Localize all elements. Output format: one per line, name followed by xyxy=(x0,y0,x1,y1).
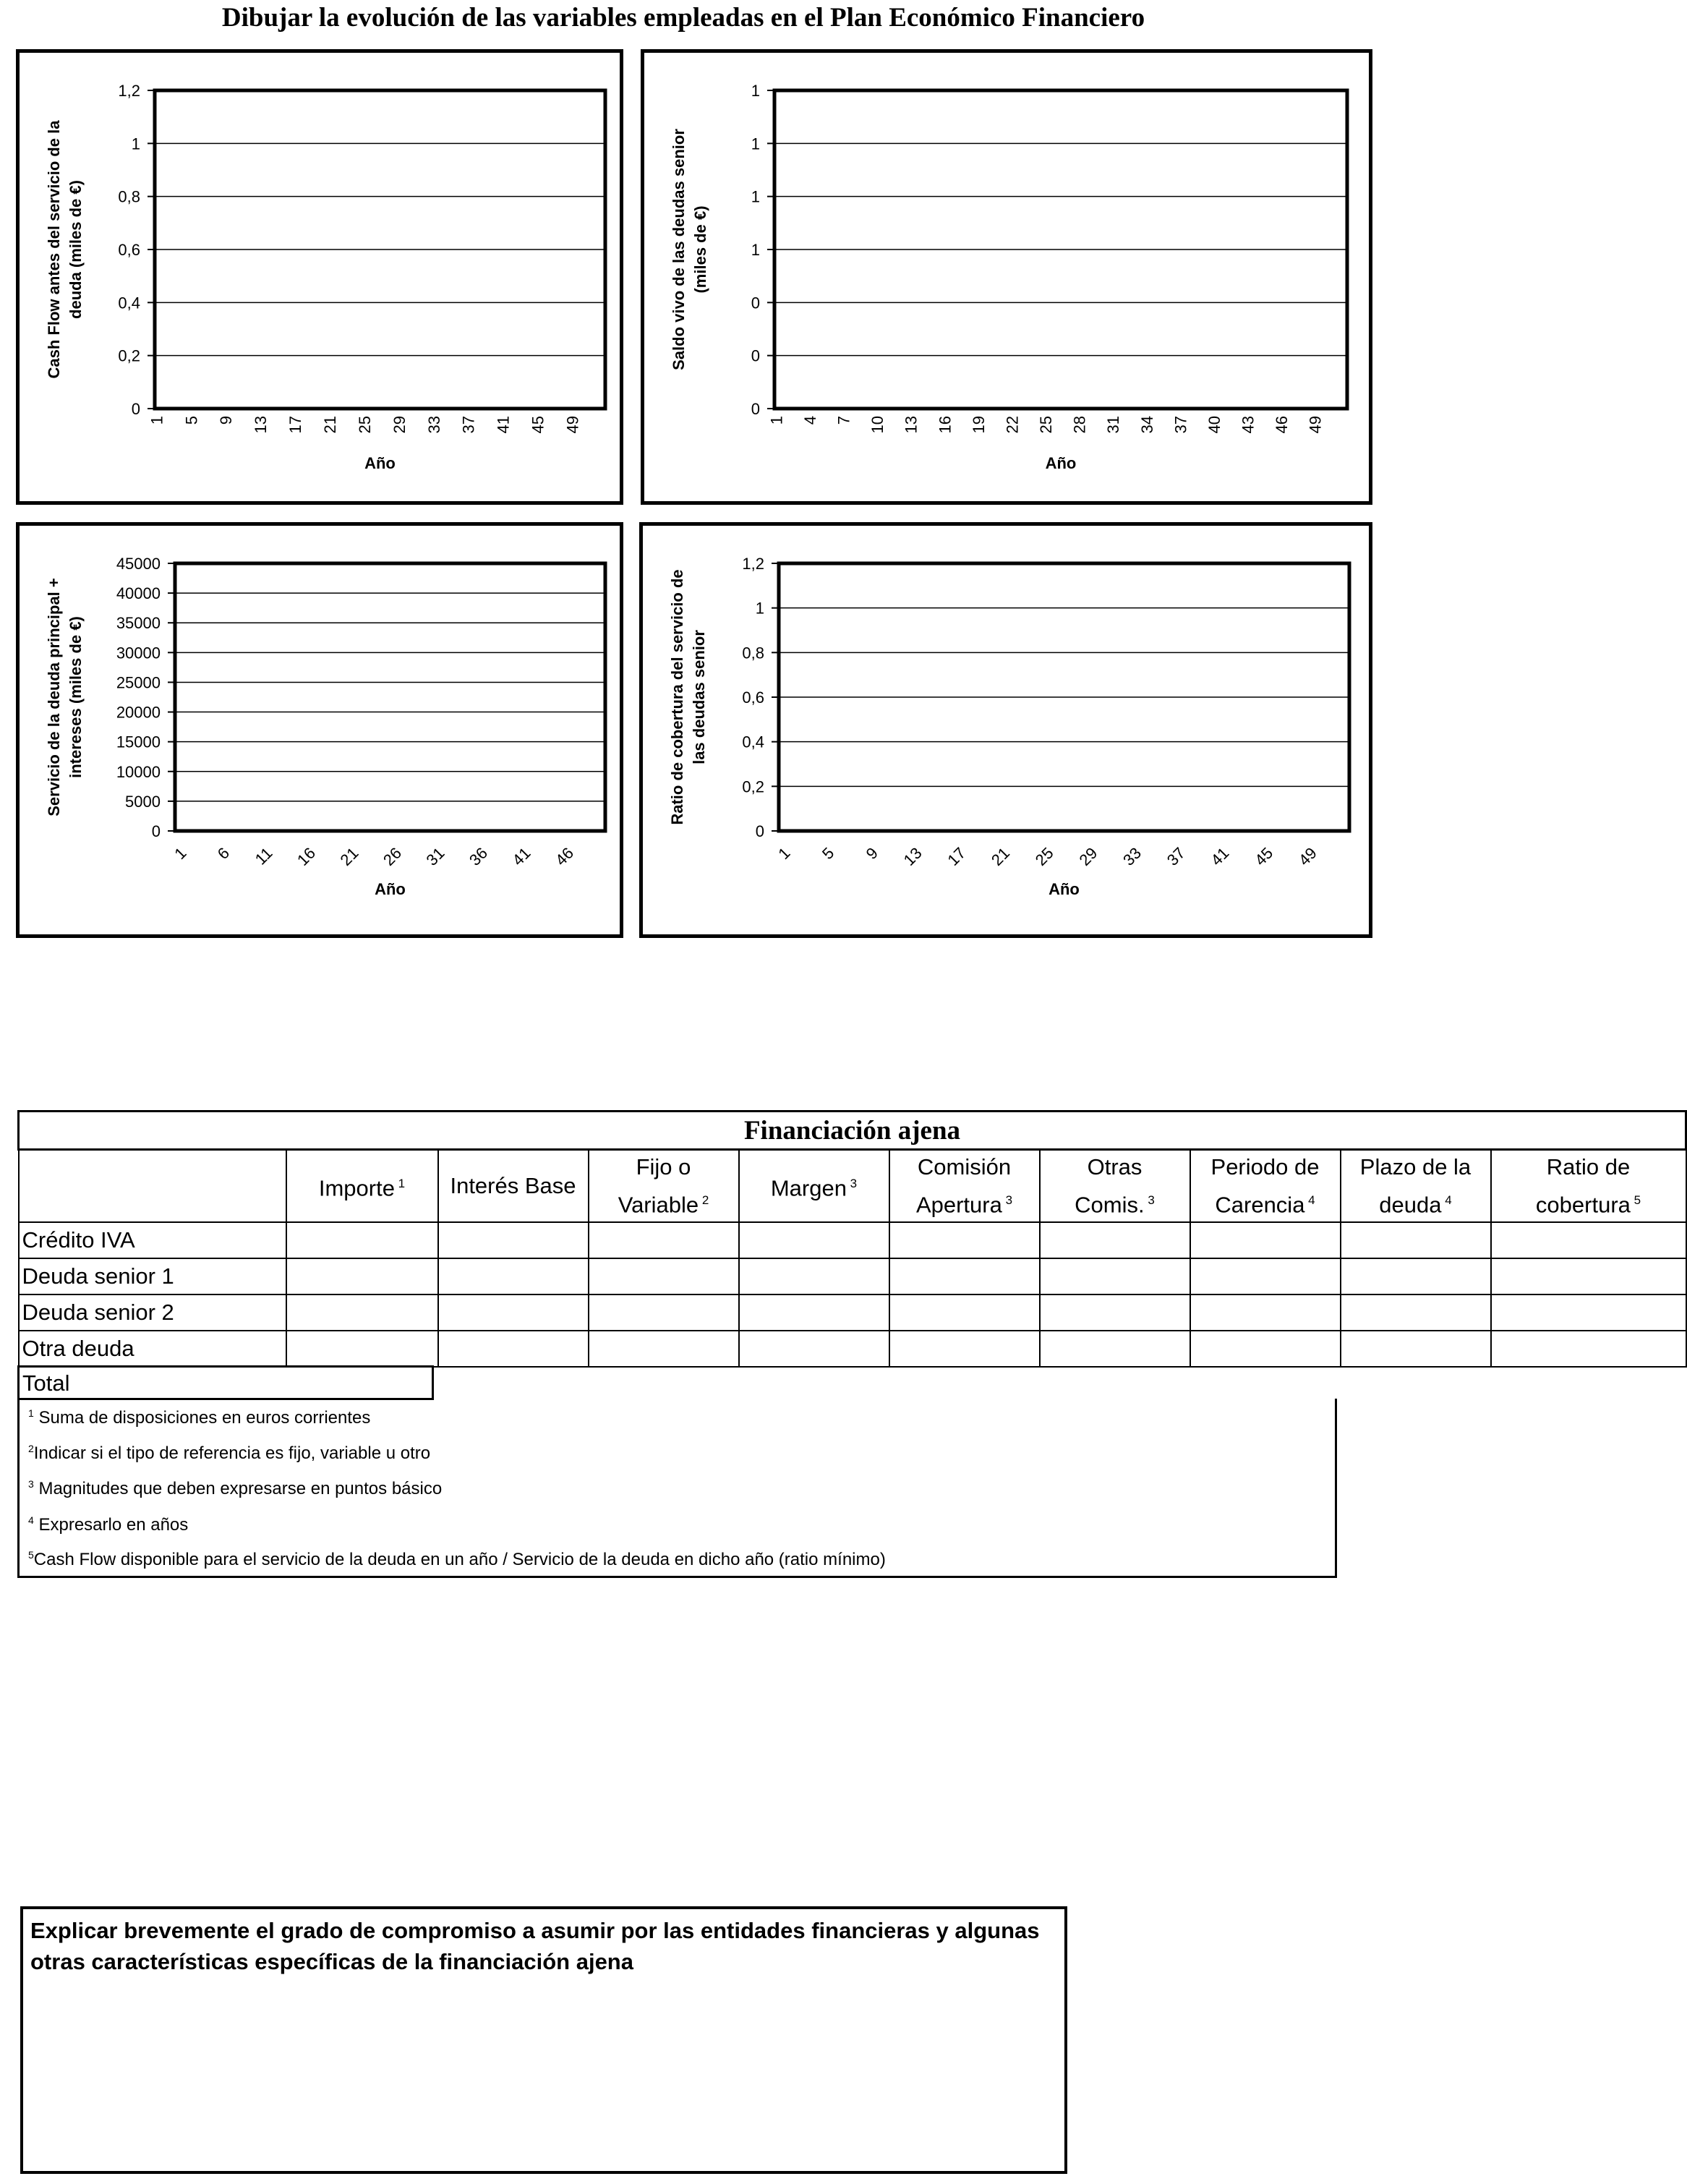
input-cell[interactable] xyxy=(1040,1294,1190,1331)
y-tick-label: 1,2 xyxy=(742,555,764,573)
chart-svg xyxy=(644,53,1369,501)
input-cell[interactable] xyxy=(889,1222,1040,1258)
column-header: Fijo o Variable $^2$ xyxy=(589,1150,739,1223)
y-tick-label: 0,2 xyxy=(118,346,140,365)
input-cell[interactable] xyxy=(1190,1222,1341,1258)
column-header: Periodo de Carencia $^4$ xyxy=(1190,1150,1341,1223)
x-tick-label: 5 xyxy=(818,843,838,863)
x-tick-label: 41 xyxy=(508,843,534,869)
header-blank xyxy=(19,1150,286,1223)
column-header: Comisión Apertura $^3$ xyxy=(889,1150,1040,1223)
x-tick-label: 34 xyxy=(1137,416,1156,434)
total-row xyxy=(17,1365,434,1400)
x-tick-label: 17 xyxy=(286,416,305,434)
row-label: Otra deuda xyxy=(19,1331,286,1367)
x-tick-label: 13 xyxy=(902,416,921,434)
financing-table-title: Financiación ajena xyxy=(19,1112,1686,1150)
input-cell[interactable] xyxy=(286,1258,438,1294)
x-tick-label: 1 xyxy=(767,416,786,425)
x-tick-label: 37 xyxy=(1171,416,1190,434)
input-cell[interactable] xyxy=(739,1222,889,1258)
comment-box[interactable] xyxy=(20,1906,1067,2174)
x-tick-label: 21 xyxy=(336,843,362,869)
x-tick-label: 36 xyxy=(466,843,492,869)
table-row xyxy=(19,1331,1686,1367)
input-cell[interactable] xyxy=(1040,1331,1190,1367)
input-cell[interactable] xyxy=(589,1258,739,1294)
input-cell[interactable] xyxy=(438,1258,589,1294)
input-cell[interactable] xyxy=(739,1258,889,1294)
footnote: $^3$ Magnitudes que deben expresarse en puntos básico xyxy=(28,1478,443,1498)
x-tick-label: 37 xyxy=(459,416,478,434)
row-label: Deuda senior 2 xyxy=(19,1294,286,1331)
table-row xyxy=(19,1258,1686,1294)
chart-saldo-vivo xyxy=(641,49,1372,505)
x-tick-label: 19 xyxy=(969,416,988,434)
x-tick-label: 22 xyxy=(1003,416,1022,434)
y-axis-label: Saldo vivo de las deudas senior xyxy=(670,129,688,370)
x-tick-label: 25 xyxy=(1037,416,1056,434)
x-axis-label: Año xyxy=(375,880,406,898)
input-cell[interactable] xyxy=(889,1331,1040,1367)
input-cell[interactable] xyxy=(1190,1258,1341,1294)
chart-svg xyxy=(20,526,620,934)
y-tick-label: 1 xyxy=(751,241,760,259)
y-tick-label: 1,2 xyxy=(118,82,140,100)
input-cell[interactable] xyxy=(1040,1222,1190,1258)
y-tick-label: 10000 xyxy=(116,762,161,781)
y-tick-label: 1 xyxy=(755,599,764,618)
x-tick-label: 5 xyxy=(182,416,201,425)
input-cell[interactable] xyxy=(889,1258,1040,1294)
y-tick-label: 0 xyxy=(751,294,760,312)
x-tick-label: 25 xyxy=(1031,843,1057,869)
y-tick-label: 0,2 xyxy=(742,777,764,796)
y-tick-label: 0 xyxy=(751,400,760,418)
y-tick-label: 5000 xyxy=(125,792,161,811)
x-tick-label: 45 xyxy=(1251,843,1277,869)
column-header: Margen $^3$ xyxy=(739,1150,889,1223)
x-tick-label: 46 xyxy=(1273,416,1291,434)
x-tick-label: 49 xyxy=(563,416,582,434)
y-tick-label: 0,4 xyxy=(118,294,140,312)
x-tick-label: 13 xyxy=(252,416,270,434)
x-axis-label: Año xyxy=(364,454,396,472)
x-tick-label: 25 xyxy=(355,416,374,434)
x-tick-label: 31 xyxy=(422,843,448,869)
x-tick-label: 29 xyxy=(390,416,409,434)
y-tick-label: 35000 xyxy=(116,614,161,633)
x-tick-label: 41 xyxy=(494,416,513,434)
footnote: $^5$Cash Flow disponible para el servicio de la deuda en un año / Servicio de la deuda en dicho año (ratio mínimo) xyxy=(28,1549,886,1569)
chart-ratio-cobertura xyxy=(639,522,1372,938)
x-tick-label: 49 xyxy=(1294,843,1320,869)
plot-area xyxy=(175,563,605,831)
x-tick-label: 29 xyxy=(1075,843,1101,869)
comment-prompt: Explicar brevemente el grado de compromiso a asumir por las entidades financieras y algunas otras características específicas de la financiación ajena xyxy=(30,1918,1040,1974)
x-tick-label: 40 xyxy=(1205,416,1223,434)
input-cell[interactable] xyxy=(739,1294,889,1331)
financing-table xyxy=(17,1110,1687,1368)
x-tick-label: 21 xyxy=(321,416,340,434)
input-cell[interactable] xyxy=(1341,1258,1491,1294)
y-tick-label: 0,6 xyxy=(118,241,140,259)
y-tick-label: 45000 xyxy=(116,555,161,573)
input-cell[interactable] xyxy=(1491,1258,1686,1294)
input-cell[interactable] xyxy=(1190,1294,1341,1331)
x-tick-label: 7 xyxy=(834,416,853,425)
y-axis-label: intereses (miles de €) xyxy=(67,616,85,778)
chart-cash-flow xyxy=(16,49,623,505)
chart-svg xyxy=(20,53,620,501)
y-tick-label: 25000 xyxy=(116,673,161,692)
column-header: Otras Comis. $^3$ xyxy=(1040,1150,1190,1223)
column-header: Importe $^1$ xyxy=(286,1150,438,1223)
input-cell[interactable] xyxy=(286,1294,438,1331)
y-tick-label: 0 xyxy=(755,822,764,840)
x-tick-label: 13 xyxy=(900,843,926,869)
x-tick-label: 9 xyxy=(217,416,236,425)
input-cell[interactable] xyxy=(1491,1222,1686,1258)
x-tick-label: 28 xyxy=(1070,416,1089,434)
financing-header-row xyxy=(19,1150,1686,1223)
column-header: Interés Base xyxy=(438,1150,589,1223)
input-cell[interactable] xyxy=(1341,1222,1491,1258)
y-axis-label: Ratio de cobertura del servicio de xyxy=(668,569,686,825)
y-tick-label: 15000 xyxy=(116,733,161,751)
input-cell[interactable] xyxy=(438,1222,589,1258)
x-axis-label: Año xyxy=(1048,880,1080,898)
row-label: Deuda senior 1 xyxy=(19,1258,286,1294)
input-cell[interactable] xyxy=(1341,1294,1491,1331)
y-tick-label: 0 xyxy=(751,346,760,365)
y-tick-label: 1 xyxy=(751,135,760,153)
input-cell[interactable] xyxy=(1190,1331,1341,1367)
x-tick-label: 11 xyxy=(251,843,276,869)
input-cell[interactable] xyxy=(739,1331,889,1367)
x-tick-label: 16 xyxy=(294,843,320,869)
x-tick-label: 10 xyxy=(868,416,887,434)
x-tick-label: 45 xyxy=(529,416,547,434)
financing-table-wrapper xyxy=(17,1110,1687,1368)
x-tick-label: 6 xyxy=(213,843,234,863)
x-tick-label: 21 xyxy=(988,843,1014,869)
input-cell[interactable] xyxy=(1491,1294,1686,1331)
x-tick-label: 46 xyxy=(552,843,578,869)
x-tick-label: 31 xyxy=(1104,416,1123,434)
y-tick-label: 40000 xyxy=(116,584,161,603)
input-cell[interactable] xyxy=(1341,1331,1491,1367)
y-axis-label: Cash Flow antes del servicio de la xyxy=(45,120,63,379)
x-tick-label: 49 xyxy=(1306,416,1325,434)
x-tick-label: 16 xyxy=(936,416,954,434)
y-tick-label: 30000 xyxy=(116,644,161,662)
total-label: Total xyxy=(22,1370,70,1396)
y-tick-label: 0,8 xyxy=(742,644,764,662)
y-axis-label: las deudas senior xyxy=(690,630,708,764)
column-header: Ratio de cobertura $^5$ xyxy=(1491,1150,1686,1223)
input-cell[interactable] xyxy=(589,1331,739,1367)
x-tick-label: 1 xyxy=(148,416,166,425)
footnote: $^1$ Suma de disposiciones en euros corrientes xyxy=(28,1407,371,1428)
x-tick-label: 26 xyxy=(380,843,406,869)
y-axis-label: (miles de €) xyxy=(691,205,709,294)
footnote: $^4$ Expresarlo en años xyxy=(28,1514,189,1535)
y-axis-label: deuda (miles de €) xyxy=(67,180,85,319)
y-tick-label: 0 xyxy=(151,822,161,840)
y-tick-label: 1 xyxy=(751,187,760,206)
y-tick-label: 1 xyxy=(131,135,140,153)
y-tick-label: 0,6 xyxy=(742,688,764,707)
x-tick-label: 9 xyxy=(862,843,881,863)
y-tick-label: 0 xyxy=(131,400,140,418)
input-cell[interactable] xyxy=(438,1294,589,1331)
x-tick-label: 1 xyxy=(171,843,190,863)
column-header: Plazo de la deuda $^4$ xyxy=(1341,1150,1491,1223)
x-axis-label: Año xyxy=(1045,454,1077,472)
chart-svg xyxy=(643,526,1369,934)
table-row xyxy=(19,1222,1686,1258)
chart-servicio-deuda xyxy=(16,522,623,938)
input-cell[interactable] xyxy=(438,1331,589,1367)
input-cell[interactable] xyxy=(1491,1331,1686,1367)
input-cell[interactable] xyxy=(286,1331,438,1367)
x-tick-label: 4 xyxy=(800,416,819,425)
y-tick-label: 0,8 xyxy=(118,187,140,206)
x-tick-label: 33 xyxy=(424,416,443,434)
x-tick-label: 43 xyxy=(1239,416,1257,434)
x-tick-label: 41 xyxy=(1207,843,1233,869)
x-tick-label: 1 xyxy=(774,843,794,863)
x-tick-label: 33 xyxy=(1119,843,1145,869)
footnotes xyxy=(17,1399,1337,1578)
y-tick-label: 20000 xyxy=(116,703,161,722)
x-tick-label: 37 xyxy=(1163,843,1189,869)
input-cell[interactable] xyxy=(589,1222,739,1258)
y-tick-label: 0,4 xyxy=(742,733,764,751)
x-tick-label: 17 xyxy=(944,843,970,869)
y-tick-label: 1 xyxy=(751,82,760,100)
table-row xyxy=(19,1294,1686,1331)
page-title: Dibujar la evolución de las variables empleadas en el Plan Económico Financiero xyxy=(221,3,1145,33)
input-cell[interactable] xyxy=(1040,1258,1190,1294)
y-axis-label: Servicio de la deuda principal + xyxy=(45,578,63,816)
input-cell[interactable] xyxy=(889,1294,1040,1331)
row-label: Crédito IVA xyxy=(19,1222,286,1258)
input-cell[interactable] xyxy=(286,1222,438,1258)
input-cell[interactable] xyxy=(589,1294,739,1331)
footnote: $^2$Indicar si el tipo de referencia es fijo, variable u otro xyxy=(28,1443,431,1463)
